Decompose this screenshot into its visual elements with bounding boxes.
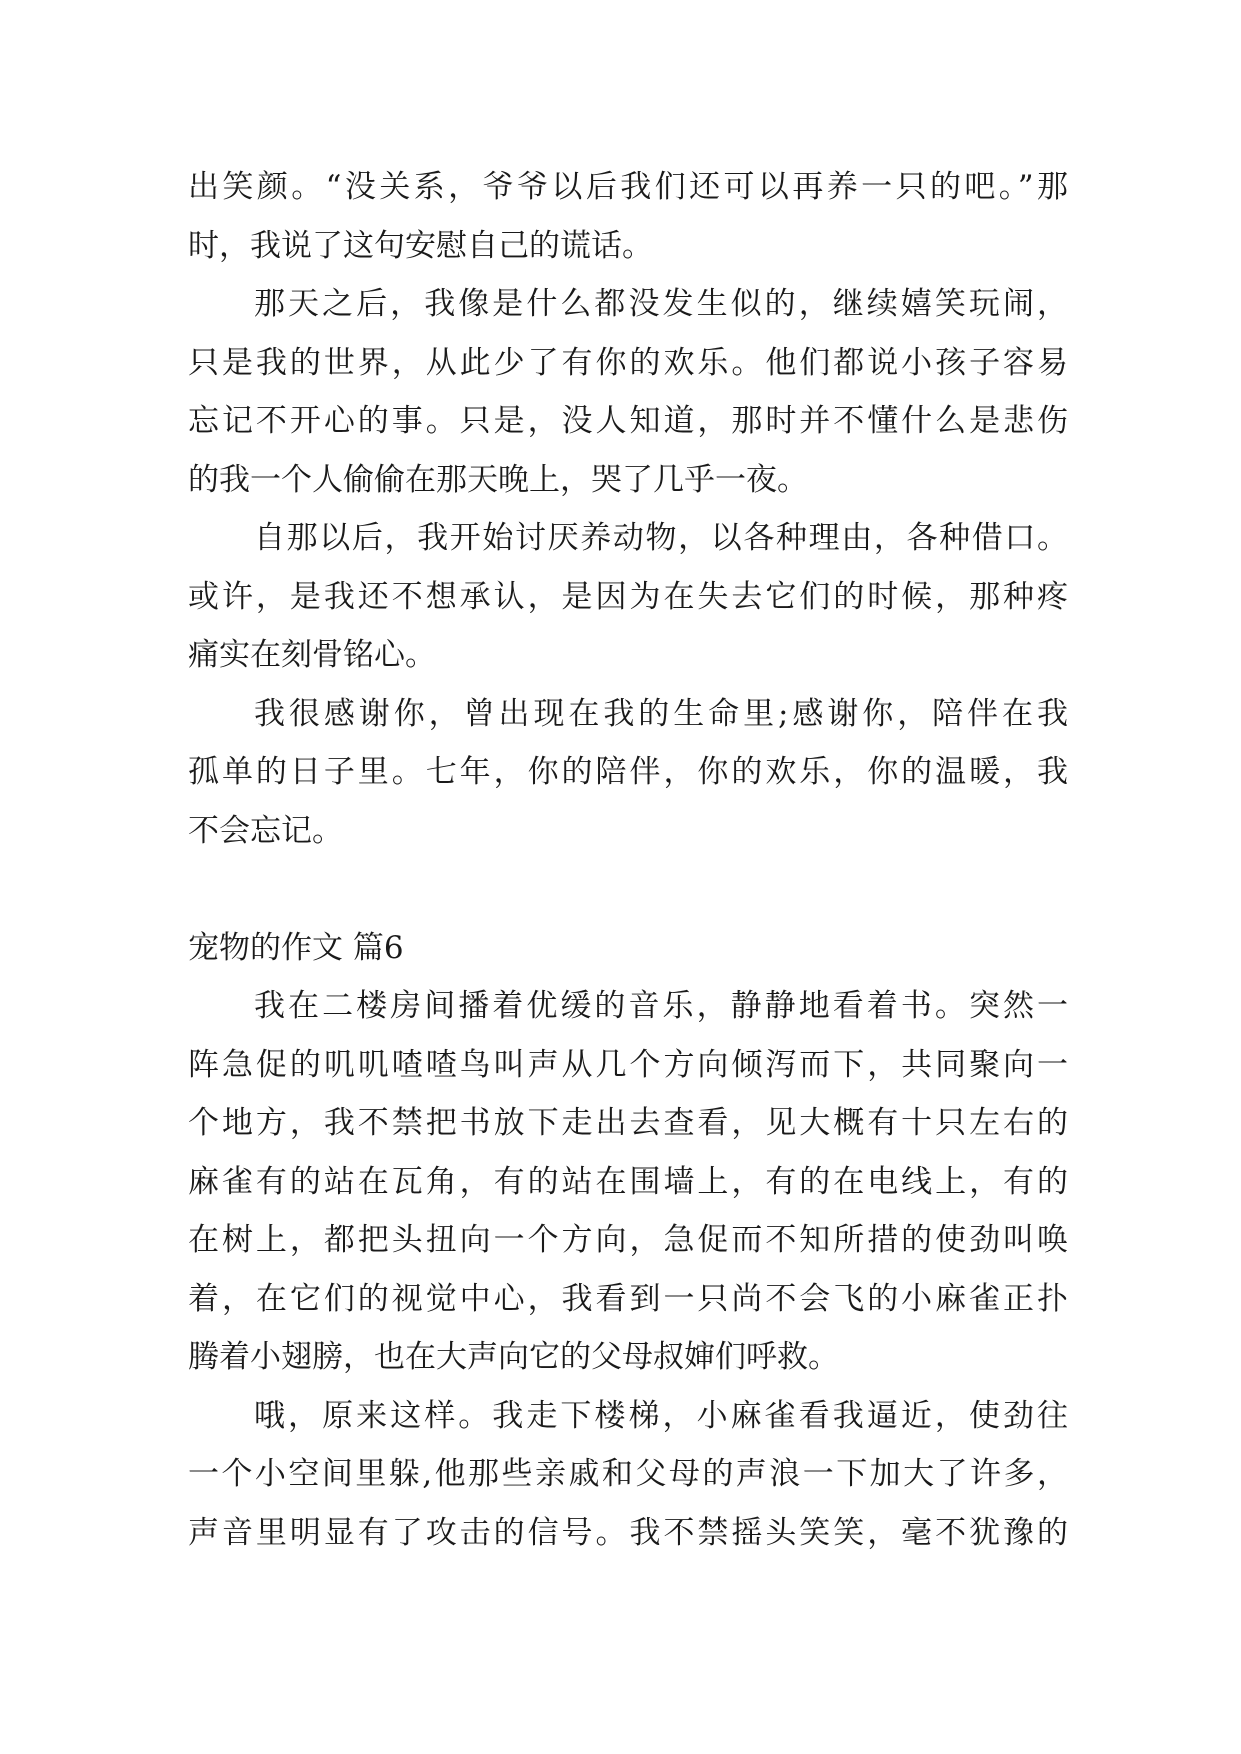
paragraph-line: 时，我说了这句安慰自己的谎话。 [188,227,653,264]
paragraph-line: 自那以后，我开始讨厌养动物，以各种理由，各种借口。 [254,520,1068,556]
paragraph-line: 声音里明显有了攻击的信号。我不禁摇头笑笑，毫不犹豫的 [188,1514,1068,1551]
paragraph-line: 出笑颜。“没关系，爷爷以后我们还可以再养一只的吧。”那 [188,169,1068,205]
paragraph-line: 或许，是我还不想承认，是因为在失去它们的时候，那种疼 [188,578,1068,615]
document-body [188,158,1068,1562]
section-title: 宠物的作文 篇6 [188,929,404,966]
paragraph-line: 那天之后，我像是什么都没发生似的，继续嬉笑玩闹， [254,286,1068,322]
paragraph-line: 个地方，我不禁把书放下走出去查看，见大概有十只左右的 [188,1105,1068,1141]
paragraph-line: 我很感谢你，曾出现在我的生命里;感谢你，陪伴在我 [254,695,1068,732]
paragraph-line: 不会忘记。 [188,812,343,849]
paragraph-line: 只是我的世界，从此少了有你的欢乐。他们都说小孩子容易 [188,344,1068,381]
paragraph-line: 哦，原来这样。我走下楼梯，小麻雀看我逼近，使劲往 [254,1397,1068,1434]
section-spacer [188,860,1068,919]
paragraph-line: 在树上，都把头扭向一个方向，急促而不知所措的使劲叫唤 [188,1222,1068,1258]
paragraph-line: 的我一个人偷偷在那天晚上，哭了几乎一夜。 [188,461,808,498]
paragraph-line: 着，在它们的视觉中心，我看到一只尚不会飞的小麻雀正扑 [188,1280,1068,1317]
paragraph-line: 痛实在刻骨铭心。 [188,637,436,673]
paragraph-line: 我在二楼房间播着优缓的音乐，静静地看着书。突然一 [254,988,1068,1024]
paragraph-line: 麻雀有的站在瓦角，有的站在围墙上，有的在电线上，有的 [188,1163,1068,1200]
paragraph-line: 阵急促的叽叽喳喳鸟叫声从几个方向倾泻而下，共同聚向一 [188,1046,1068,1083]
paragraph-line: 一个小空间里躲,他那些亲戚和父母的声浪一下加大了许多， [188,1456,1068,1492]
paragraph-line: 孤单的日子里。七年，你的陪伴，你的欢乐，你的温暖，我 [188,754,1068,790]
paragraph-line: 忘记不开心的事。只是，没人知道，那时并不懂什么是悲伤 [188,403,1068,439]
paragraph-line: 腾着小翅膀，也在大声向它的父母叔婶们呼救。 [188,1339,839,1375]
